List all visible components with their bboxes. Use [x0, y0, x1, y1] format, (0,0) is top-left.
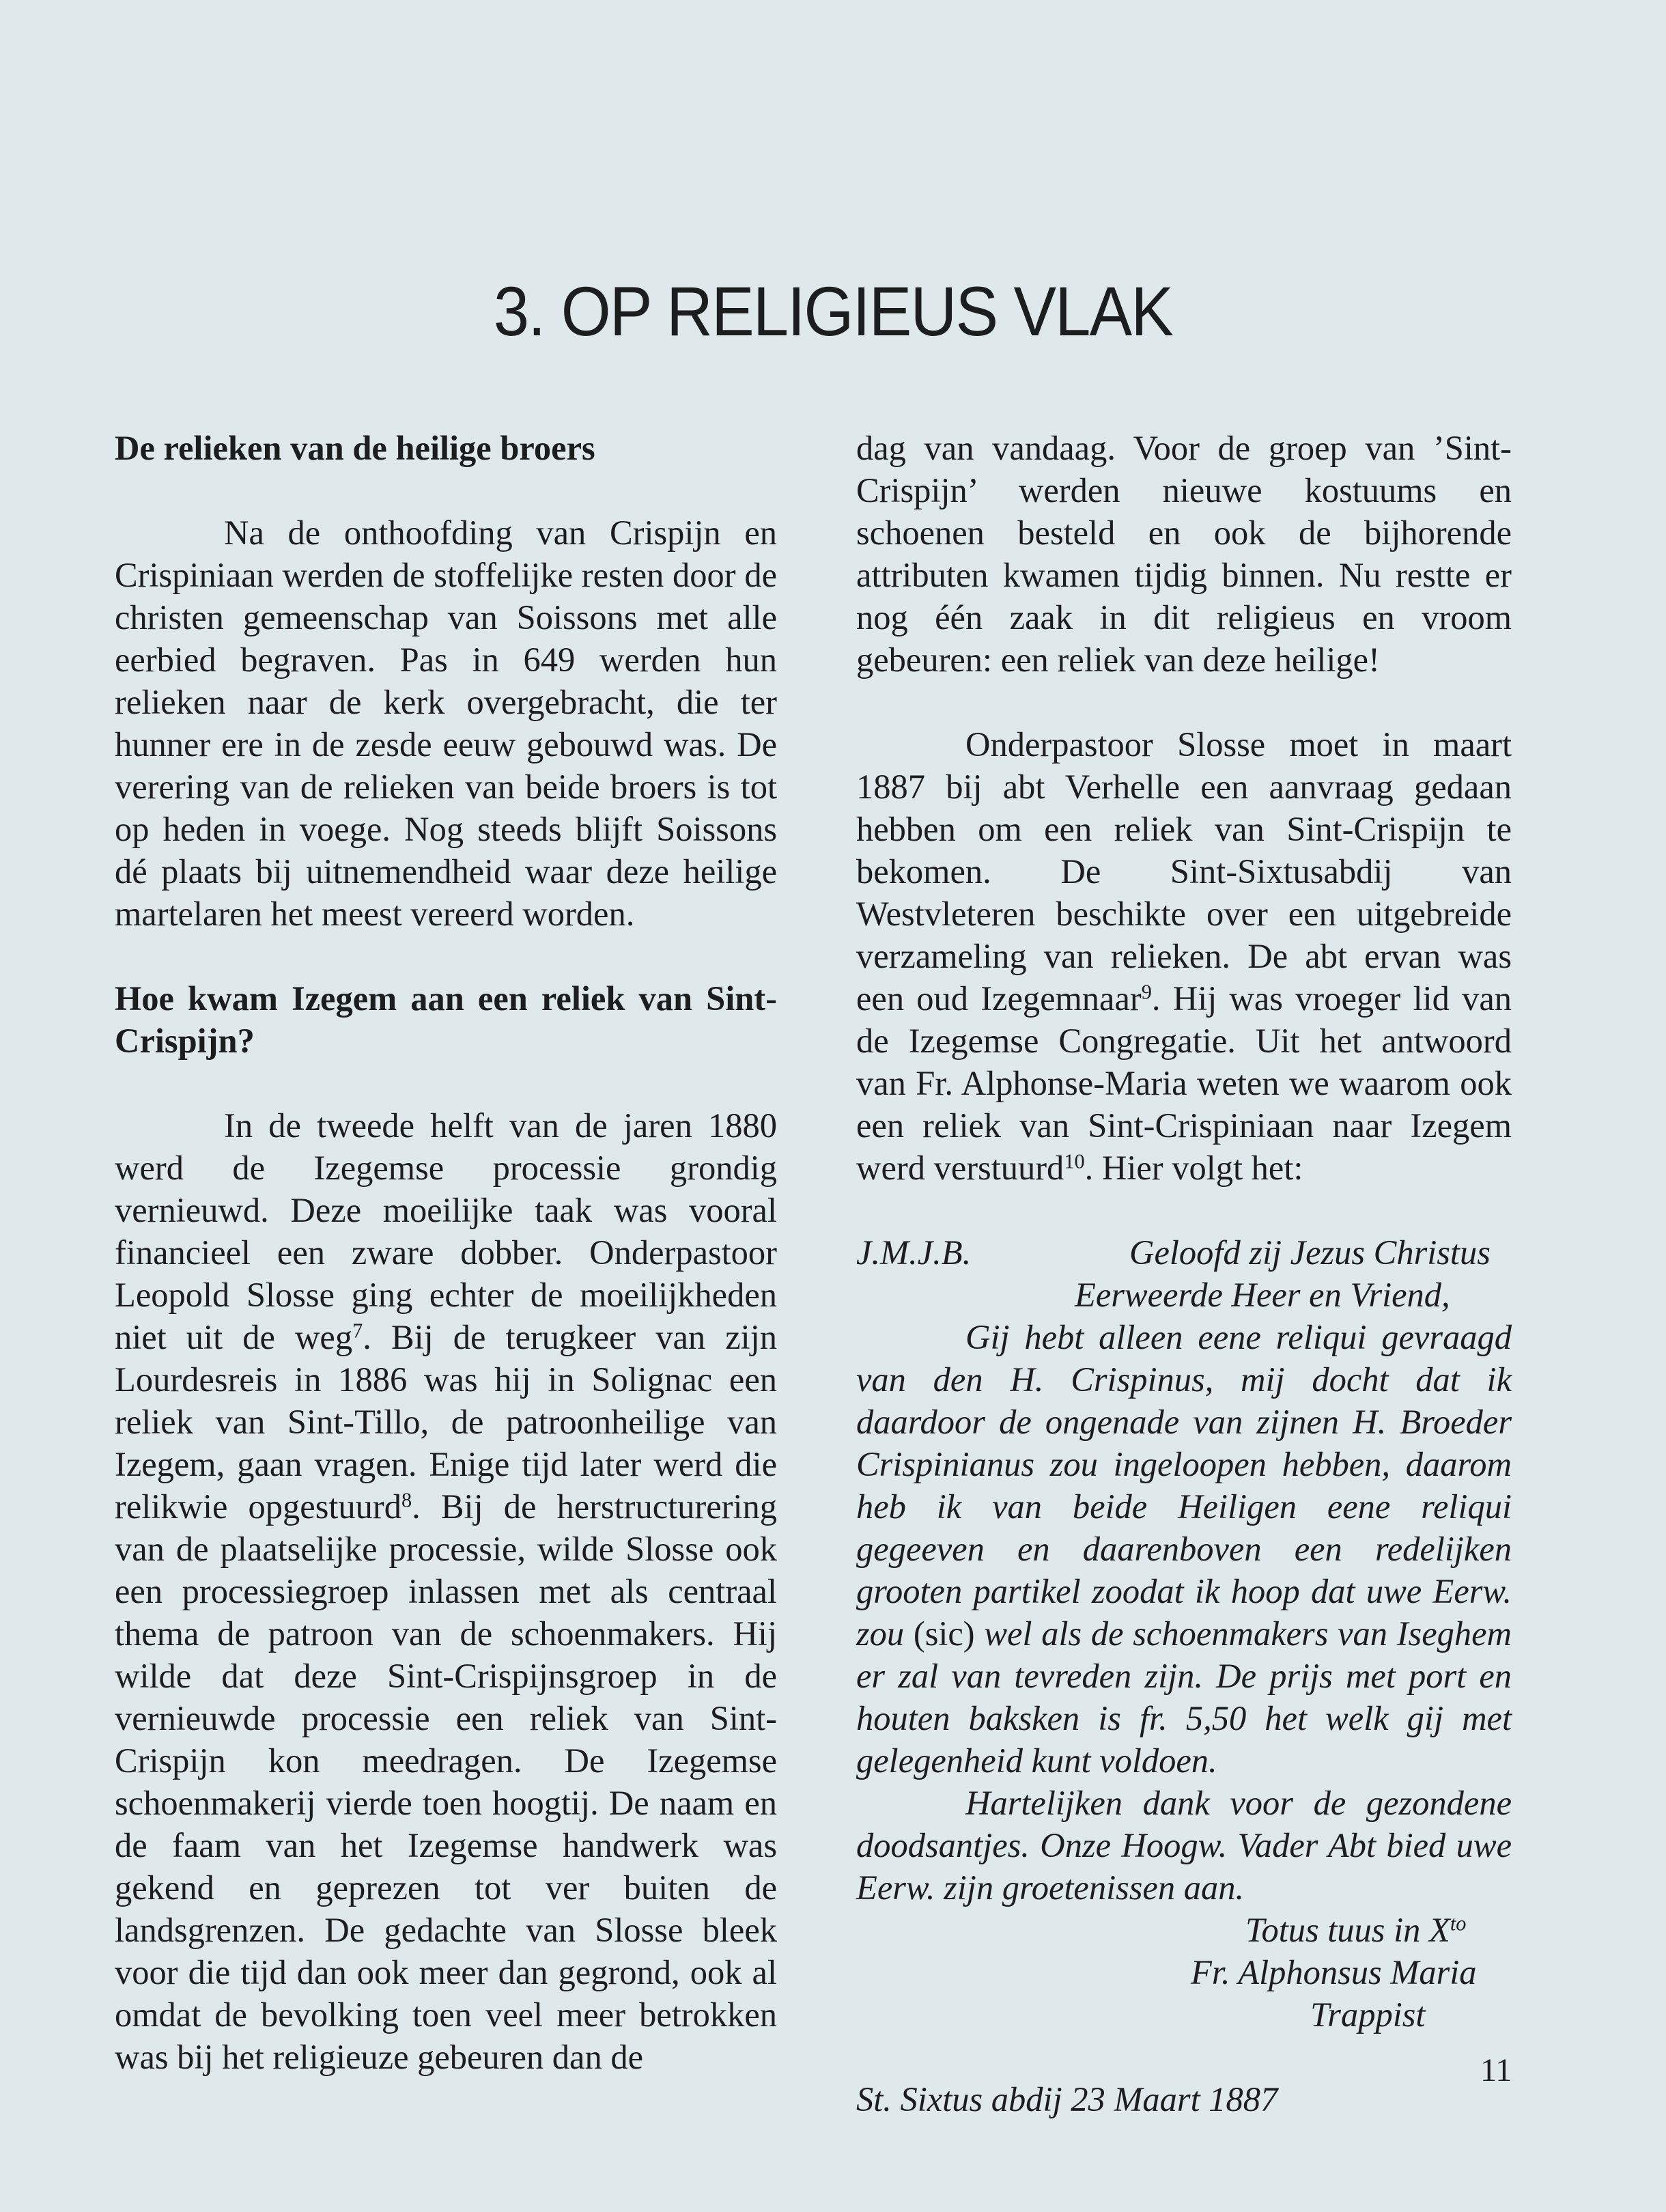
paragraph-request-part-a: Onderpastoor Slosse moet in maart 1887 bij abt Verhelle een aanvraag gedaan hebben om een reliek van Sint-Crispijn te bekomen. De Sint-Sixtusabdij van Westvleteren beschikte over een uitgebreide verzameling van relieken. De abt ervan was een oud Izegemnaar	[856, 725, 1512, 1018]
footnote-ref-10: 10	[1064, 1149, 1085, 1173]
letter-place-date: St. Sixtus abdij 23 Maart 1887	[856, 2080, 1278, 2118]
letter-closing	[856, 1909, 1512, 1951]
right-column	[856, 427, 1512, 2120]
letter-role: Trappist	[1310, 1996, 1426, 2034]
paragraph-izegem-part-a: In de tweede helft van de jaren 1880 werd de Izegemse processie grondig vernieuwd. Deze moeilijke taak was vooral financieel een zware dobber. Onderpastoor Leopold Slosse ging echter de moeilijkheden niet uit de weg	[115, 1106, 777, 1356]
left-column	[115, 427, 777, 2078]
footnote-ref-8: 8	[401, 1488, 412, 1512]
section-heading-izegem: Hoe kwam Izegem aan een reliek van Sint-Crispijn?	[115, 979, 777, 1060]
paragraph-request-part-c: . Hier volgt het:	[1084, 1149, 1303, 1187]
section-heading-relics: De relieken van de heilige broers	[115, 429, 595, 467]
letter-sic-note: (sic)	[913, 1614, 975, 1653]
paragraph-izegem-part-b: . Bij de terugkeer van zijn Lourdesreis in 1886 was hij in Solignac een reliek van Sint-Tillo, de patroonheilige van Izegem, gaan vragen. Enige tijd later werd die relikwie opgestuurd	[115, 1318, 777, 1526]
letter-body-1-text: Gij hebt alleen eene reliqui gevraagd van den H. Crispinus, mij docht dat ik daardoor de ongenade van zijnen H. Broeder Crispinianus zou ingeloopen hebben, daarom heb ik van beide Heiligen eene reliqui gegeeven en daarenboven een redelijken grooten partikel zoodat ik hoop dat uwe Eerw. zou	[856, 1318, 1512, 1653]
letter-salutation: Eerweerde Heer en Vriend,	[1075, 1276, 1450, 1314]
letter-body-1-continued: wel als de schoenmakers van Iseghem er zal van tevreden zijn. De prijs met port en houten baksken is fr. 5,50 het welk gij met gelegenheid kunt voldoen.	[856, 1614, 1512, 1780]
page-title: 3. OP RELIGIEUS VLAK	[493, 272, 1173, 350]
paragraph-izegem	[115, 1104, 777, 2078]
paragraph-relics: Na de onthoofding van Crispijn en Crispiniaan werden de stoffelijke resten door de christen gemeenschap van Soissons met alle eerbied begraven. Pas in 649 werden hun relieken naar de kerk overgebracht, die ter hunner ere in de zesde eeuw gebouwd was. De verering van de relieken van beide broers is tot op heden in voege. Nog steeds blijft Soissons dé plaats bij uitnemendheid waar deze heilige martelaren het meest vereerd worden.	[115, 514, 777, 933]
letter-closing-superscript: to	[1450, 1912, 1467, 1935]
page-number: 11	[1480, 2052, 1512, 2088]
letter-motto: Geloofd zij Jezus Christus	[1129, 1233, 1491, 1272]
paragraph-continued: dag van vandaag. Voor de groep van ’Sint-Crispijn’ werden nieuwe kostuums en schoenen besteld en ook de bijhorende attributen kwamen tijdig binnen. Nu restte er nog één zaak in dit religieus en vroom gebeuren: een reliek van deze heilige!	[856, 429, 1512, 679]
paragraph-request	[856, 723, 1512, 1189]
paragraph-request-part-b: . Hij was vroeger lid van de Izegemse Congregatie. Uit het antwoord van Fr. Alphonse-Maria weten we waarom ook een reliek van Sint-Crispiniaan naar Izegem werd verstuurd	[856, 979, 1512, 1187]
letter-body-1	[856, 1316, 1512, 1782]
letter-closing-text: Totus tuus in X	[1245, 1911, 1450, 1949]
paragraph-izegem-part-c: . Bij de herstructurering van de plaatselijke processie, wilde Slosse ook een processiegroep inlassen met als centraal thema de patroon van de schoenmakers. Hij wilde dat deze Sint-Crispijnsgroep in de vernieuwde processie een reliek van Sint-Crispijn kon meedragen. De Izegemse schoenmakerij vierde toen hoogtij. De naam en de faam van het Izegemse handwerk was gekend en geprezen tot ver buiten de landsgrenzen. De gedachte van Slosse bleek voor die tijd dan ook meer dan gegrond, ook al omdat de bevolking toen veel meer betrokken was bij het religieuze gebeuren dan de	[115, 1487, 777, 2076]
letter-initials: J.M.J.B.	[856, 1233, 972, 1272]
letter-signature: Fr. Alphonsus Maria	[1191, 1953, 1477, 1991]
quoted-letter	[856, 1231, 1512, 2120]
letter-body-2: Hartelijken dank voor de gezondene doodsantjes. Onze Hoogw. Vader Abt bied uwe Eerw. zijn groetenissen aan.	[856, 1784, 1512, 1907]
footnote-ref-7: 7	[352, 1319, 363, 1343]
letter-header	[856, 1231, 1512, 1274]
footnote-ref-9: 9	[1141, 980, 1152, 1004]
